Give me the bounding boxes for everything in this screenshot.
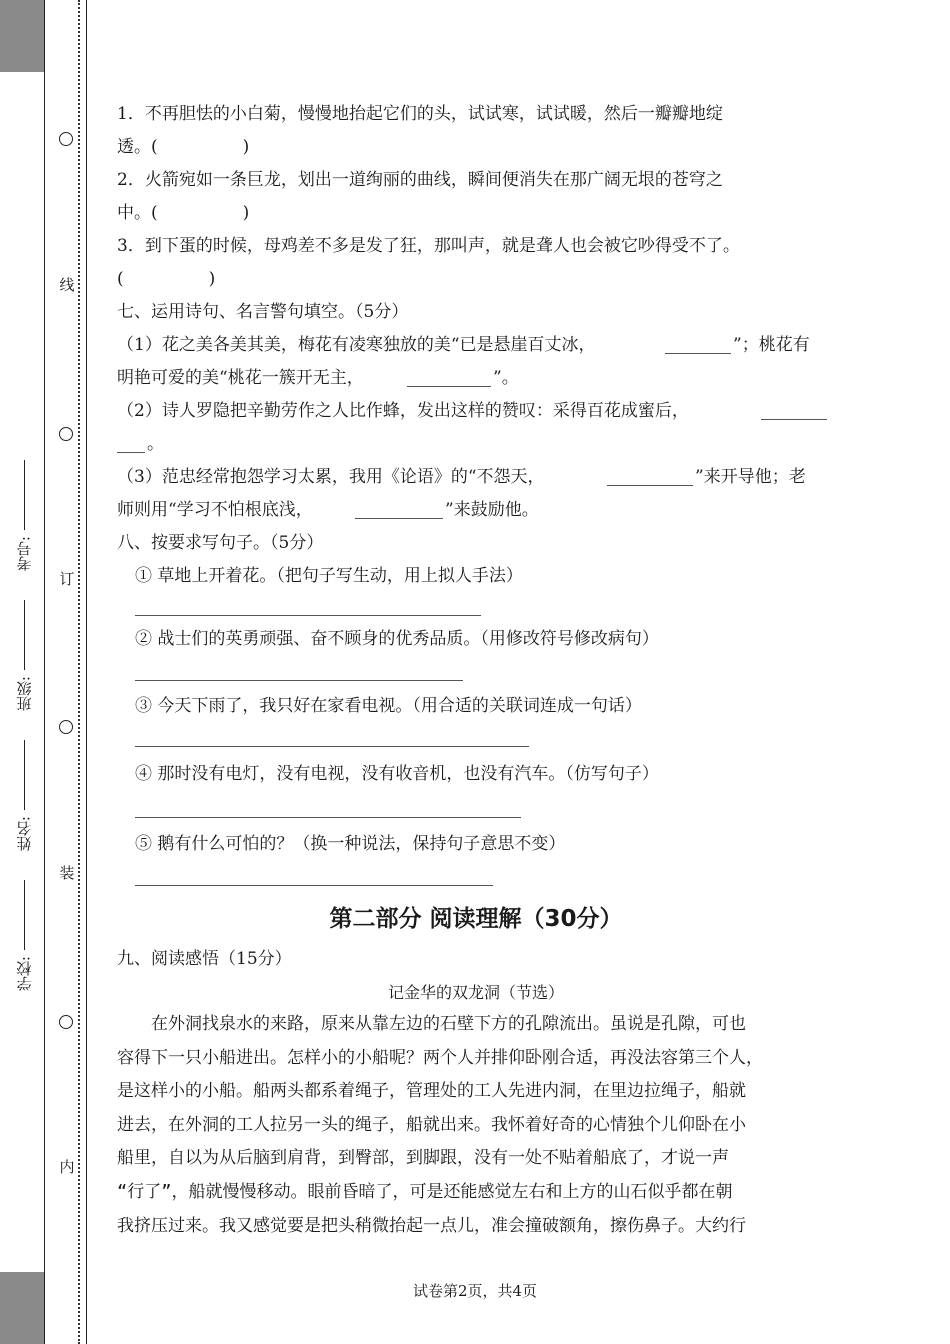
s7-q1-line1-a: （1）花之美各美其美，梅花有凌寒独放的美“已是悬崖百丈冰， — [117, 335, 596, 355]
article-line: 进去，在外洞的工人拉另一头的绳子，船就出来。我怀着好奇的心情独个儿仰卧在小 — [117, 1114, 746, 1135]
s7-q3-blank2[interactable] — [355, 518, 443, 519]
s7-q3-line1-a: （3）范忠经常抱怨学习太累，我用《论语》的“不怨天， — [117, 467, 545, 487]
binding-gray-top — [0, 0, 44, 72]
class-blank[interactable] — [23, 600, 25, 670]
s8-item5-answer-line[interactable] — [135, 885, 493, 886]
binding-rule-left — [44, 0, 45, 1344]
s6-item1-line2: 透。( ) — [117, 137, 250, 157]
binding-label-nei: 内 — [59, 1158, 75, 1176]
name-blank[interactable] — [23, 740, 25, 810]
s8-item2: ② 战士们的英勇顽强、奋不顾身的优秀品质。（用修改符号修改病句） — [135, 629, 659, 649]
article-line: 是这样小的小船。船两头都系着绳子，管理处的工人先进内洞，在里边拉绳子，船就 — [117, 1081, 746, 1102]
binding-circle — [59, 720, 73, 734]
article-line: 容得下一只小船进出。怎样小的小船呢？两个人并排仰卧刚合适，再没法容第三个人， — [117, 1047, 763, 1068]
binding-label-zhuang: 装 — [59, 864, 75, 882]
page-footer: 试卷第2页，共4页 — [412, 1282, 538, 1300]
s6-item1-line1: 1．不再胆怯的小白菊，慢慢地抬起它们的头，试试寒，试试暖，然后一瓣瓣地绽 — [117, 104, 723, 124]
name-field[interactable] — [10, 740, 38, 851]
article-body — [117, 1008, 835, 1243]
s8-item4-answer-line[interactable] — [135, 817, 521, 818]
school-label: 学校: — [15, 956, 34, 992]
s6-item2-line2: 中。( ) — [117, 203, 250, 223]
class-label: 班级: — [15, 676, 34, 712]
s7-q1-line2-a: 明艳可爱的美“桃花一簇开无主， — [117, 368, 364, 388]
s8-item3-answer-line[interactable] — [135, 746, 529, 747]
s6-item3-line1: 3．到下蛋的时候，母鸡差不多是发了狂，那叫声，就是聋人也会被它吵得受不了。 — [117, 236, 740, 256]
s8-item3: ③ 今天下雨了，我只好在家看电视。（用合适的关联词连成一句话） — [135, 696, 642, 716]
s6-item2-line1: 2．火箭宛如一条巨龙，划出一道绚丽的曲线，瞬间便消失在那广阔无垠的苍穹之 — [117, 170, 723, 190]
exam-number-field[interactable] — [10, 460, 38, 571]
binding-circle — [59, 132, 73, 146]
s7-q2-line1: （2）诗人罗隐把辛勤劳作之人比作蜂，发出这样的赞叹：采得百花成蜜后， — [117, 401, 689, 421]
s7-q2-blank1[interactable] — [761, 419, 827, 420]
part2-title: 第二部分 阅读理解（30分） — [329, 906, 623, 932]
class-field[interactable] — [10, 600, 38, 711]
section8-heading: 八、按要求写句子。（5分） — [117, 533, 324, 553]
binding-dotted-line — [56, 0, 80, 1344]
s7-q1-blank1[interactable] — [665, 353, 731, 354]
exam-number-blank[interactable] — [23, 460, 25, 530]
s7-q3-line2-a: 师则用“学习不怕根底浅， — [117, 500, 313, 520]
s7-q1-line1-b: ”；桃花有 — [733, 335, 810, 355]
binding-rule-right — [86, 0, 87, 1344]
s8-item2-answer-line[interactable] — [135, 680, 463, 681]
s7-q3-line2-b: ”来鼓励他。 — [445, 500, 539, 520]
binding-circle — [59, 1015, 73, 1029]
exam-number-label: 考号: — [15, 536, 34, 572]
section7-heading: 七、运用诗句、名言警句填空。（5分） — [117, 302, 409, 322]
name-label: 姓名: — [15, 816, 34, 852]
school-blank[interactable] — [23, 880, 25, 950]
s8-item5: ⑤ 鹅有什么可怕的？（换一种说法，保持句子意思不变） — [135, 834, 566, 854]
s8-item1-answer-line[interactable] — [135, 615, 481, 616]
s6-item3-line2: ( ) — [117, 269, 216, 289]
s8-item1: ① 草地上开着花。（把句子写生动，用上拟人手法） — [135, 566, 523, 586]
section9-heading: 九、阅读感悟（15分） — [117, 949, 292, 969]
article-line: “行了”，船就慢慢移动。眼前昏暗了，可是还能感觉左右和上方的山石似乎都在朝 — [117, 1181, 733, 1202]
binding-label-xian: 线 — [59, 276, 75, 294]
article-line: 我挤压过来。我又感觉要是把头稍微抬起一点儿，准会撞破额角，擦伤鼻子。大约行 — [117, 1215, 746, 1236]
s8-item4: ④ 那时没有电灯，没有电视，没有收音机，也没有汽车。（仿写句子） — [135, 764, 659, 784]
school-field[interactable] — [10, 880, 38, 991]
s7-q2-blank2[interactable] — [117, 452, 145, 453]
binding-label-ding: 订 — [59, 570, 75, 588]
s7-q1-line2-b: ”。 — [493, 368, 519, 388]
article-title: 记金华的双龙洞（节选） — [387, 983, 564, 1002]
article-line: 船里，自以为从后脑到肩背，到臀部，到脚跟，没有一处不贴着船底了，才说一声 — [117, 1148, 729, 1169]
s7-q2-line2-b: 。 — [147, 434, 164, 454]
s7-q3-blank1[interactable] — [607, 485, 693, 486]
binding-circle — [59, 427, 73, 441]
article-line: 在外洞找泉水的来路，原来从靠左边的石壁下方的孔隙流出。虽说是孔隙，可也 — [151, 1014, 746, 1034]
s7-q3-line1-b: ”来开导他；老 — [695, 467, 806, 487]
s7-q1-blank2[interactable] — [407, 386, 491, 387]
